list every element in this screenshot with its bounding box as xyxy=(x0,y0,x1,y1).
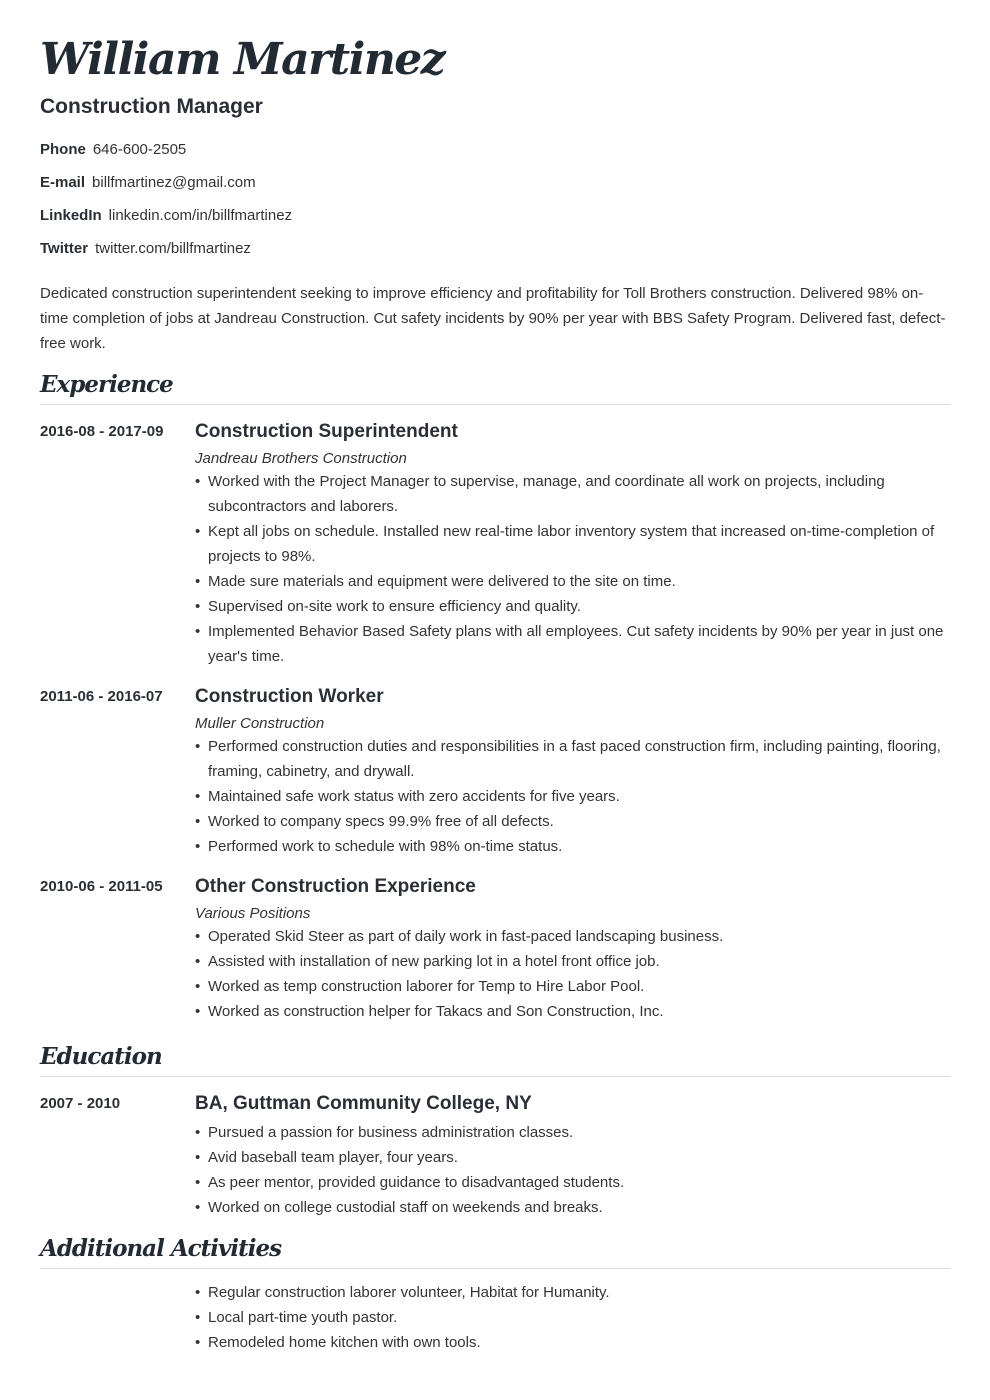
entry-bullets xyxy=(195,734,950,859)
contact-value: billfmartinez@gmail.com xyxy=(92,174,256,191)
entry-content xyxy=(195,875,950,1024)
entry-content xyxy=(195,685,950,859)
list-item: • Worked to company specs 99.9% free of all defects. xyxy=(195,809,950,834)
job-role: Construction Manager xyxy=(40,95,263,118)
contact-twitter xyxy=(40,239,950,259)
list-item: • Implemented Behavior Based Safety plans with all employees. Cut safety incidents by 90% per year in just one year's time. xyxy=(195,619,950,669)
section-title-education: Education xyxy=(40,1042,950,1077)
entry-dates: 2010-06 - 2011-05 xyxy=(40,878,163,895)
contact-value: linkedin.com/in/billfmartinez xyxy=(108,207,293,224)
contact-label: E-mail xyxy=(40,174,86,191)
entry-bullets xyxy=(195,924,950,1024)
list-item: • Pursued a passion for business administration classes. xyxy=(195,1120,950,1145)
section-title-experience: Experience xyxy=(40,370,950,405)
list-item: • Operated Skid Steer as part of daily work in fast-paced landscaping business. xyxy=(195,924,950,949)
contact-label: Twitter xyxy=(40,240,89,257)
list-item: • Worked with the Project Manager to supervise, manage, and coordinate all work on projects, including subcontractors and laborers. xyxy=(195,469,950,519)
list-item: • Worked on college custodial staff on weekends and breaks. xyxy=(195,1195,950,1220)
contact-phone xyxy=(40,140,950,160)
list-item: • Performed work to schedule with 98% on-time status. xyxy=(195,834,950,859)
entry-organization: Various Positions xyxy=(195,905,311,922)
list-item: • Performed construction duties and responsibilities in a fast paced construction firm, including painting, flooring, framing, cabinetry, and drywall. xyxy=(195,734,950,784)
list-item: • Worked as temp construction laborer for Temp to Hire Labor Pool. xyxy=(195,974,950,999)
list-item: • Worked as construction helper for Takacs and Son Construction, Inc. xyxy=(195,999,950,1024)
contact-value: 646-600-2505 xyxy=(92,141,187,158)
list-item: • Made sure materials and equipment were delivered to the site on time. xyxy=(195,569,950,594)
contact-email xyxy=(40,173,950,193)
entry-bullets xyxy=(195,1120,950,1220)
profile-summary: Dedicated construction superintendent seeking to improve efficiency and profitability for Toll Brothers construction. Delivered 98% on-time completion of jobs at Jandreau Construction. Cut safety incidents by 90% per year with BBS Safety Program. Delivered fast, defect-free work. xyxy=(40,285,946,352)
entry-dates: 2016-08 - 2017-09 xyxy=(40,423,164,440)
entry-dates: 2011-06 - 2016-07 xyxy=(40,688,163,705)
entry-content xyxy=(195,1280,950,1355)
contact-label: Phone xyxy=(40,141,86,158)
list-item: • Supervised on-site work to ensure efficiency and quality. xyxy=(195,594,950,619)
entry-title: Other Construction Experience xyxy=(195,876,476,897)
candidate-name: William Martinez xyxy=(40,34,445,85)
entry-title: Construction Superintendent xyxy=(195,421,458,442)
list-item: • As peer mentor, provided guidance to disadvantaged students. xyxy=(195,1170,950,1195)
list-item: • Avid baseball team player, four years. xyxy=(195,1145,950,1170)
contact-value: twitter.com/billfmartinez xyxy=(95,240,251,257)
entry-title: Construction Worker xyxy=(195,686,384,707)
contact-label: LinkedIn xyxy=(40,207,102,224)
entry-bullets xyxy=(195,1280,950,1355)
list-item: • Kept all jobs on schedule. Installed new real-time labor inventory system that increased on-time-completion of projects to 98%. xyxy=(195,519,950,569)
entry-organization: Muller Construction xyxy=(195,715,325,732)
list-item: • Regular construction laborer volunteer, Habitat for Humanity. xyxy=(195,1280,950,1305)
entry-bullets xyxy=(195,469,950,669)
entry-dates: 2007 - 2010 xyxy=(40,1095,121,1112)
list-item: • Maintained safe work status with zero accidents for five years. xyxy=(195,784,950,809)
entry-content xyxy=(195,1092,950,1220)
list-item: • Remodeled home kitchen with own tools. xyxy=(195,1330,950,1355)
list-item: • Local part-time youth pastor. xyxy=(195,1305,950,1330)
entry-title: BA, Guttman Community College, NY xyxy=(195,1093,532,1114)
entry-content xyxy=(195,420,950,669)
entry-organization: Jandreau Brothers Construction xyxy=(195,450,407,467)
list-item: • Assisted with installation of new parking lot in a hotel front office job. xyxy=(195,949,950,974)
section-title-activities: Additional Activities xyxy=(40,1234,950,1269)
contact-linkedin xyxy=(40,206,950,226)
